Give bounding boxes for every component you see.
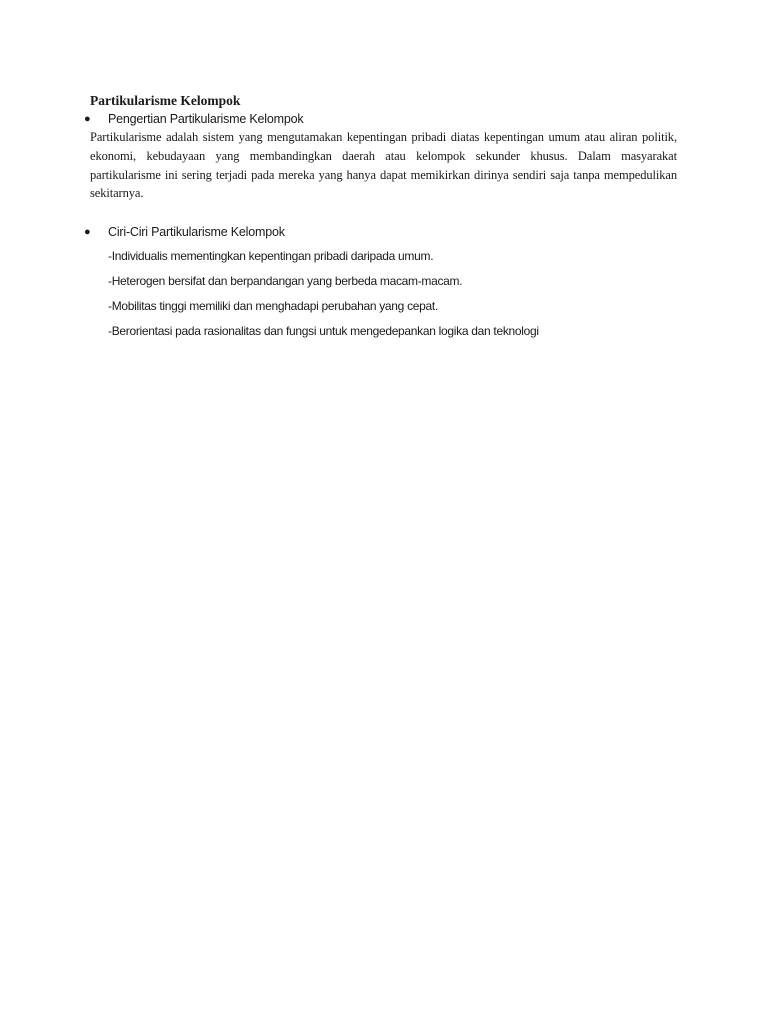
list-item-ciri-2: -Heterogen bersifat dan berpandangan yang berbeda macam-macam. [108,274,463,288]
section-heading-ciri-ciri: Ciri-Ciri Partikularisme Kelompok [108,225,285,239]
document-title: Partikularisme Kelompok [90,93,241,108]
list-item-ciri-3: -Mobilitas tinggi memiliki dan menghadapi perubahan yang cepat. [108,299,438,313]
bullet-ciri-ciri [84,223,285,241]
list-item-ciri-1: -Individualis mementingkan kepentingan pribadi daripada umum. [108,249,434,263]
section-heading-pengertian: Pengertian Partikularisme Kelompok [108,112,304,126]
bullet-icon: ● [84,226,91,238]
bullet-pengertian [84,110,303,128]
bullet-icon: ● [84,113,91,125]
list-item-ciri-4: -Berorientasi pada rasionalitas dan fungsi untuk mengedepankan logika dan teknologi [108,324,539,338]
paragraph-pengertian: Partikularisme adalah sistem yang mengutamakan kepentingan pribadi diatas kepentingan umum atau aliran politik, ekonomi, kebudayaan yang membandingkan daerah atau kelompok sekunder khusus. Dalam masyarakat partikularisme ini sering terjadi pada mereka yang hanya dapat memikirkan dirinya sendiri saja tanpa mempedulikan sekitarnya. [90,130,677,201]
